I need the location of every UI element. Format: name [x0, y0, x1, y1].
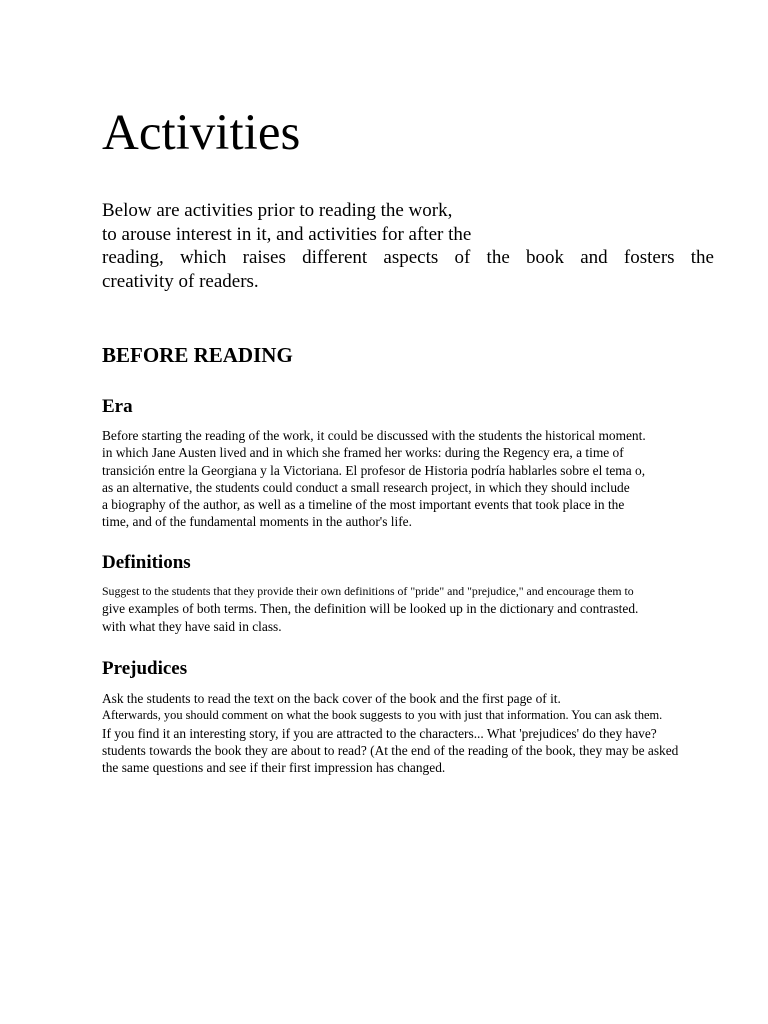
- paragraph-line: If you find it an interesting story, if you are attracted to the characters... What 'prejudices' do they have?: [102, 725, 657, 741]
- paragraph-prejudices: [102, 690, 742, 776]
- paragraph-line: a biography of the author, as well as a timeline of the most important events that took place in the: [102, 497, 625, 513]
- paragraph-line: give examples of both terms. Then, the definition will be looked up in the dictionary and contrasted.: [102, 601, 639, 617]
- paragraph-line: students towards the book they are about to read? (At the end of the reading of the book, they may be asked: [102, 742, 679, 758]
- paragraph-line: Ask the students to read the text on the back cover of the book and the first page of it.: [102, 691, 561, 706]
- intro-line: Below are activities prior to reading the work,: [102, 200, 453, 221]
- paragraph-line: time, and of the fundamental moments in the author's life.: [102, 514, 412, 530]
- paragraph-line: Before starting the reading of the work, it could be discussed with the students the historical moment.: [102, 428, 646, 443]
- paragraph-line: the same questions and see if their first impression has changed.: [102, 760, 446, 776]
- heading-definitions: Definitions: [102, 552, 191, 573]
- paragraph-line: Afterwards, you should comment on what the book suggests to you with just that information. You can ask them.: [102, 708, 663, 723]
- page-title: Activities: [102, 105, 301, 161]
- paragraph-line: Suggest to the students that they provide their own definitions of "pride" and "prejudice," and encourage them to: [102, 584, 634, 598]
- intro-line: reading, which raises different aspects of the book and fosters the: [102, 247, 714, 268]
- intro-paragraph: [102, 199, 714, 293]
- paragraph-line: in which Jane Austen lived and in which she framed her works: during the Regency era, a time of: [102, 445, 624, 461]
- paragraph-line: transición entre la Georgiana y la Victoriana. El profesor de Historia podría hablarles sobre el tema o,: [102, 462, 646, 478]
- heading-era: Era: [102, 396, 133, 417]
- paragraph-definitions: [102, 583, 742, 635]
- intro-line: creativity of readers.: [102, 270, 259, 292]
- paragraph-line: with what they have said in class.: [102, 618, 282, 634]
- paragraph-era: [102, 427, 742, 531]
- intro-line: to arouse interest in it, and activities for after the: [102, 223, 472, 245]
- paragraph-line: as an alternative, the students could conduct a small research project, in which they should include: [102, 479, 630, 495]
- section-title-before-reading: BEFORE READING: [102, 343, 293, 367]
- heading-prejudices: Prejudices: [102, 658, 188, 679]
